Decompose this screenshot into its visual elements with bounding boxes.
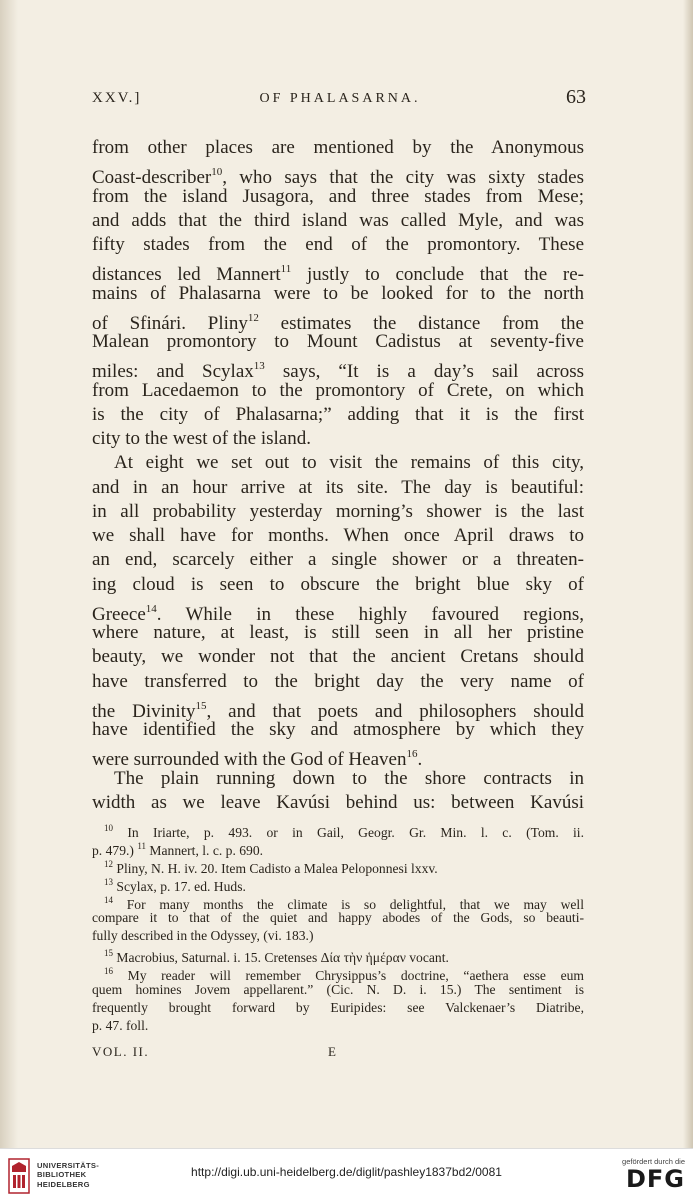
section-marker: XXV.] [92,90,142,106]
footnote-ref: 14 [145,602,157,615]
running-header [92,86,588,116]
digitization-footer [0,1148,693,1202]
text-run: have identified the sky and atmosphere by which they [92,719,584,740]
page-gutter-shadow [0,0,18,1148]
footnote-ref: 16 [406,748,418,761]
text-run: Coast-describer [92,167,212,189]
text-run: estimates the distance from the [258,312,584,334]
text-run: have transferred to the bright day the very name of [92,670,584,692]
text-line [92,330,584,354]
footnote-line [92,999,584,1017]
text-run: and in an hour arrive at its site. The day is beautiful: [92,476,584,498]
text-line [92,476,584,500]
footnote-line [92,892,584,910]
running-title: OF PHALASARNA. [259,91,421,106]
text-run: At eight we set out to visit the remains of this city, [114,452,584,474]
text-line [92,670,584,694]
footnote-ref: 16 [104,966,113,977]
text-run: where nature, at least, is still seen in all her pristine [92,622,584,643]
text-run: the Divinity [92,700,196,722]
footnote-ref: 13 [253,360,265,373]
page-number: 63 [566,86,586,108]
text-run: Mannert, l. c. p. 690. [146,842,264,858]
text-run: from Lacedaemon to the promontory of Crete, on which [92,379,584,401]
text-run: distances led Mannert [92,264,281,286]
text-run: city to the west of the island. [92,428,311,449]
institution-line: UNIVERSITÄTS- [37,1161,100,1170]
text-run: p. 47. foll. [92,1017,149,1033]
text-run: In Iriarte, p. 493. or in Gail, Geogr. Gr. Min. l. c. (Tom. ii. [113,825,584,840]
footnote-line [92,963,584,984]
text-line [92,573,584,597]
footnote-ref: 15 [195,699,207,712]
footnote-line [92,927,584,945]
text-run: Macrobius, Saturnal. i. 15. Cretenses Δία τὴν ἡμέραν vocant. [113,950,449,966]
text-run: p. 479.) [92,842,134,858]
text-run: fifty stades from the end of the promontory. These [92,234,584,255]
text-line [92,548,584,572]
text-run: The plain running down to the shore contracts in [114,767,584,789]
footnote-line [92,856,584,874]
text-run: says, “It is a day’s sail across [264,361,585,383]
text-line [92,742,584,771]
text-line [92,597,584,625]
footnote-line [92,838,584,856]
text-line [92,427,584,451]
text-run: My reader will remember Chrysippus’s doctrine, “aethera esse eum [113,968,584,984]
text-line [92,160,584,189]
permalink-url[interactable]: http://digi.ub.uni-heidelberg.de/diglit/pashley1837bd2/0081 [191,1165,502,1179]
main-text [92,136,584,815]
text-run: of Sfinári. Pliny [92,312,248,334]
footnote-line [92,945,584,966]
text-line [92,621,584,645]
funding-note: gefördert durch die [622,1157,685,1166]
text-run: Pliny, N. H. iv. 20. Item Cadisto a Malea Peloponnesi lxxv. [113,860,438,876]
footnote-ref: 12 [104,858,113,869]
signature-line [92,1044,584,1064]
text-line [92,524,584,548]
text-line [92,718,584,742]
text-line [92,791,584,815]
text-run: . [417,749,423,771]
text-line [92,233,584,257]
text-line [92,257,584,286]
footnote-line [92,820,584,838]
text-line [92,209,584,233]
text-run: miles: and Scylax [92,361,254,383]
footnote-ref: 10 [104,823,113,833]
text-run: were surrounded with the God of Heaven [92,749,407,771]
text-run: in all probability yesterday morning’s shower is the last [92,500,584,522]
dfg-logo [622,1157,685,1192]
text-run: mains of Phalasarna were to be looked for to the north [92,282,584,304]
footnote-ref: 13 [104,876,113,887]
text-run: Greece [92,603,146,625]
text-run: an end, scarcely either a single shower or a threaten- [92,549,584,571]
text-run: . While in these highly favoured regions, [156,603,584,625]
text-run: frequently brought forward by Euripides: see Valckenaer’s Diatribe, [92,999,584,1015]
text-run: , who says that the city was sixty stades [222,167,584,189]
text-run: from other places are mentioned by the Anonymous [92,137,584,158]
text-run: ing cloud is seen to obscure the bright blue sky of [92,573,584,595]
text-line [92,282,584,306]
footnotes [92,820,584,1035]
footnote-ref: 12 [247,311,259,324]
institution-line: BIBLIOTHEK [37,1170,87,1180]
text-line [92,694,584,722]
text-line [92,451,584,475]
text-line [92,767,584,791]
footnote-ref: 14 [104,894,113,905]
text-run: is the city of Phalasarna;” adding that it is the first [92,403,584,425]
footnote-line [92,981,584,999]
dfg-wordmark: DFG [625,1165,685,1193]
institution-line: HEIDELBERG [37,1179,90,1189]
footnote-ref: 11 [137,840,146,851]
text-run: Scylax, p. 17. ed. Huds. [113,878,246,894]
text-line [92,379,584,403]
text-line [92,354,585,383]
text-line [92,136,584,160]
footnote-ref: 11 [280,263,292,276]
footnote-line [92,1017,584,1035]
text-run: fully described in the Odyssey, (vi. 183.) [92,928,314,944]
page-edge-shadow [683,0,693,1148]
text-line [92,500,584,524]
text-run: Malean promontory to Mount Cadistus at seventy-five [92,331,584,352]
footnote-ref: 10 [211,166,223,179]
text-line [92,306,584,334]
text-run: beauty, we wonder not that the ancient Cretans should [92,646,584,668]
text-line [92,403,584,427]
footnote-line [92,909,584,927]
signature-mark: E [328,1044,338,1059]
text-run: For many months the climate is so delightful, that we may well [113,896,584,912]
footnote-ref: 15 [104,948,113,959]
text-run: we shall have for months. When once April draws to [92,525,584,546]
text-run: and adds that the third island was called Myle, and was [92,209,584,231]
text-line [92,645,584,669]
footnote-line [92,874,584,892]
text-run: compare it to that of the quiet and happy abodes of the Gods, so beauti- [92,910,584,926]
text-run: quem homines Jovem appellarent.” (Cic. N. D. i. 15.) The sentiment is [92,982,584,998]
text-run: , and that poets and philosophers should [206,700,584,722]
text-run: width as we leave Kavúsi behind us: between Kavúsi [92,791,584,813]
volume-mark: VOL. II. [92,1044,150,1059]
text-line [92,185,584,209]
text-run: justly to conclude that the re- [291,264,584,286]
text-run: from the island Jusagora, and three stades from Mese; [92,185,584,207]
